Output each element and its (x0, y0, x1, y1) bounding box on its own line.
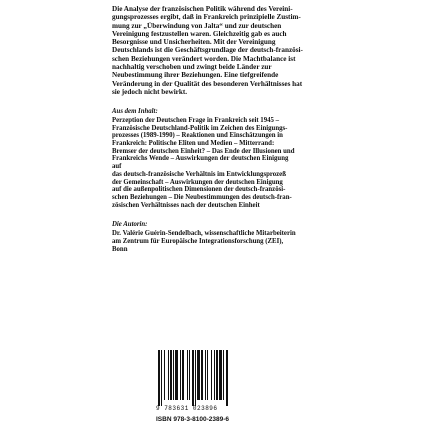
blurb-line: Veränderung in der Qualität des besonderen Verhältnisses hat (112, 79, 303, 88)
author-line: am Zentrum für Europäische Integrationsforschung (ZEI), (112, 237, 284, 245)
blurb-line: schen Beziehungen verändert worden. Die Machtbalance ist (112, 54, 296, 63)
isbn-number: ISBN 978-3-8100-2389-6 (156, 416, 229, 423)
author-heading: Die Autorin: (112, 221, 148, 229)
contents-heading: Aus dem Inhalt: (112, 108, 158, 116)
contents-line: schen Beziehungen – Die Neubestimmungen des deutsch-fran- (112, 194, 292, 201)
blurb-line: Deutschlands ist die Geschäftsgrundlage der deutsch-französi- (112, 46, 303, 55)
barcode-bar (205, 350, 206, 400)
contents-line: Frankreichs Wende – Auswirkungen der deutschen Einigung (112, 155, 289, 163)
barcode-bar (187, 350, 188, 400)
author-line: Bonn (112, 245, 128, 253)
text-column (112, 5, 350, 253)
barcode-bar (219, 350, 222, 400)
blurb-paragraph (112, 5, 350, 96)
barcode-bar (201, 350, 203, 400)
barcode-bar (158, 350, 160, 406)
blurb-line: Die Analyse der französischen Politik während des Vereini- (112, 5, 293, 13)
contents-line: das deutsch-französische Verhältnis im Entwicklungsprozeß (112, 170, 286, 178)
blurb-line: mung zur „Überwindung von Jalta“ und zur deutschen (112, 21, 282, 30)
contents-line: zösischen Verhältnisses nach der deutschen Einheit (112, 201, 260, 209)
barcode-bar (197, 350, 200, 400)
barcode-bar (192, 350, 194, 406)
contents-line: Französische Deutschland-Politik im Zeichen des Einigungs- (112, 124, 288, 132)
blurb-line: nachhaltig verschoben und zwingt beide Länder zur (112, 63, 272, 72)
blurb-line: gungsprozesses ergibt, daß in Frankreich prinzipielle Zustim- (112, 13, 301, 22)
contents-list (112, 117, 350, 209)
barcode-bar (170, 350, 172, 400)
barcode-digits: 9 783631 023896 (156, 405, 218, 412)
blurb-line: sie jedoch nicht bewirkt. (112, 87, 188, 96)
contents-section (112, 108, 350, 209)
barcode-bar (211, 350, 212, 400)
blurb-line: Vereinigung festzustellen waren. Gleichzeitig gab es auch (112, 29, 287, 38)
contents-line: Perzeption der Deutschen Frage in Frankreich seit 1945 – (112, 116, 280, 124)
barcode-icon (156, 350, 228, 406)
contents-line: auf (112, 163, 122, 171)
author-bio (112, 230, 350, 253)
barcode-bar (164, 350, 165, 400)
contents-line: auf die außenpolitischen Dimensionen der deutsch-französi- (112, 186, 286, 194)
barcode-bar (175, 350, 178, 400)
barcode-bar (216, 350, 218, 400)
contents-line: Bremser der deutschen Einheit? – Das Ende der Illusionen und (112, 147, 295, 155)
author-line: Dr. Valérie Guérin-Sendelbach, wissenschaftliche Mitarbeiterin (112, 230, 296, 238)
barcode-bar (182, 350, 184, 400)
barcode-bar (214, 350, 215, 400)
blurb-line: Neubestimmung ihrer Beziehungen. Eine tiefgreifende (112, 71, 279, 80)
barcode-bar (223, 350, 224, 400)
barcode-bar (226, 350, 228, 406)
barcode-bar (161, 350, 162, 406)
barcode-bar (207, 350, 208, 400)
contents-line: der Gemeinschaft – Auswirkungen der deutschen Einigung (112, 178, 283, 186)
contents-line: prozesses (1989-1990) – Reaktionen und Einschätzungen in (112, 132, 283, 140)
author-section (112, 221, 350, 253)
barcode-bar (180, 350, 181, 400)
contents-line: Frankreich: Politische Eliten und Medien – Mitterrand: (112, 140, 275, 148)
blurb-line: Besorgnisse und Unsicherheiten. Mit der Vereinigung (112, 38, 276, 47)
barcode-bar (168, 350, 169, 400)
barcode (156, 350, 228, 412)
barcode-bar (195, 350, 196, 406)
barcode-bar (189, 350, 190, 400)
barcode-bar (173, 350, 174, 400)
